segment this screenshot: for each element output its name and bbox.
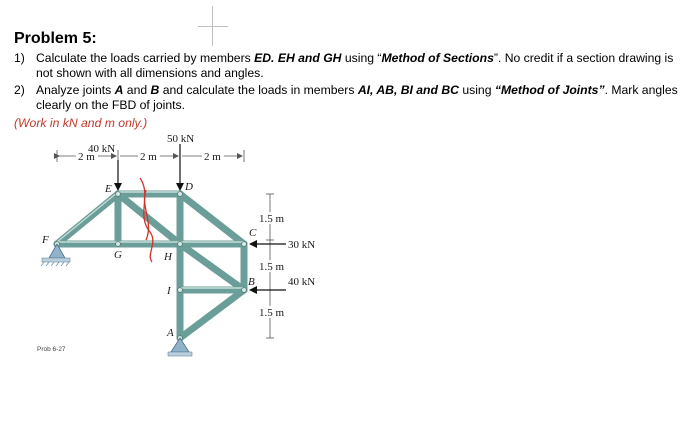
- text-run: . Mark angles clearly on the FBD of joints.: [36, 83, 678, 112]
- dim-label-v2: 1.5 m: [259, 261, 285, 273]
- dim-label-2: 2 m: [140, 151, 157, 163]
- dim-label-v3: 1.5 m: [259, 307, 285, 319]
- emphasized-text: B: [150, 83, 160, 97]
- task-number: 1): [14, 51, 25, 65]
- emphasized-text: Method of Sections: [381, 51, 494, 65]
- text-run: and calculate the loads in members: [159, 83, 358, 97]
- emphasized-text: ED. EH and GH: [254, 51, 342, 65]
- text-run: Analyze joints: [36, 83, 115, 97]
- problem-title: Problem 5:: [14, 30, 97, 47]
- joint-pins: [55, 192, 247, 341]
- member-BA: [180, 290, 244, 338]
- text-run: ”. No credit if a section drawing is not shown with all dimensions and angles.: [36, 51, 674, 80]
- text-run: and: [123, 83, 151, 97]
- units-note: (Work in kN and m only.): [14, 116, 148, 130]
- joint-label-I: I: [167, 285, 171, 297]
- truss-members: [57, 194, 244, 338]
- emphasized-text: AI, AB, BI and BC: [357, 83, 459, 97]
- dim-label-1: 2 m: [78, 151, 95, 163]
- figure-caption: Prob 6-27: [37, 346, 66, 353]
- dim-label-3: 2 m: [204, 151, 221, 163]
- member-EH: [118, 194, 180, 244]
- load-label-d: 50 kN: [167, 133, 195, 145]
- task-number: 2): [14, 83, 25, 97]
- member-DC: [180, 194, 244, 244]
- joint-label-B: B: [248, 276, 255, 288]
- text-run: using “: [341, 51, 382, 65]
- load-label-c: 30 kN: [288, 239, 316, 251]
- pin-support-A: [168, 338, 192, 356]
- load-label-b: 40 kN: [288, 276, 316, 288]
- joint-label-H: H: [164, 251, 172, 263]
- text-run: using: [458, 83, 495, 97]
- text-run: Calculate the loads carried by members: [36, 51, 255, 65]
- joint-label-C: C: [249, 227, 257, 239]
- load-label-e: 40 kN: [88, 143, 116, 155]
- joint-label-G: G: [114, 249, 122, 261]
- emphasized-text: A: [114, 83, 124, 97]
- joint-label-E: E: [105, 183, 112, 195]
- joint-label-F: F: [42, 234, 49, 246]
- joint-label-A: A: [167, 327, 174, 339]
- member-FE: [57, 194, 118, 244]
- emphasized-text: “Method of Joints”: [494, 83, 605, 97]
- member-HB: [180, 244, 244, 290]
- dim-label-v1: 1.5 m: [259, 213, 285, 225]
- joint-label-D: D: [185, 181, 193, 193]
